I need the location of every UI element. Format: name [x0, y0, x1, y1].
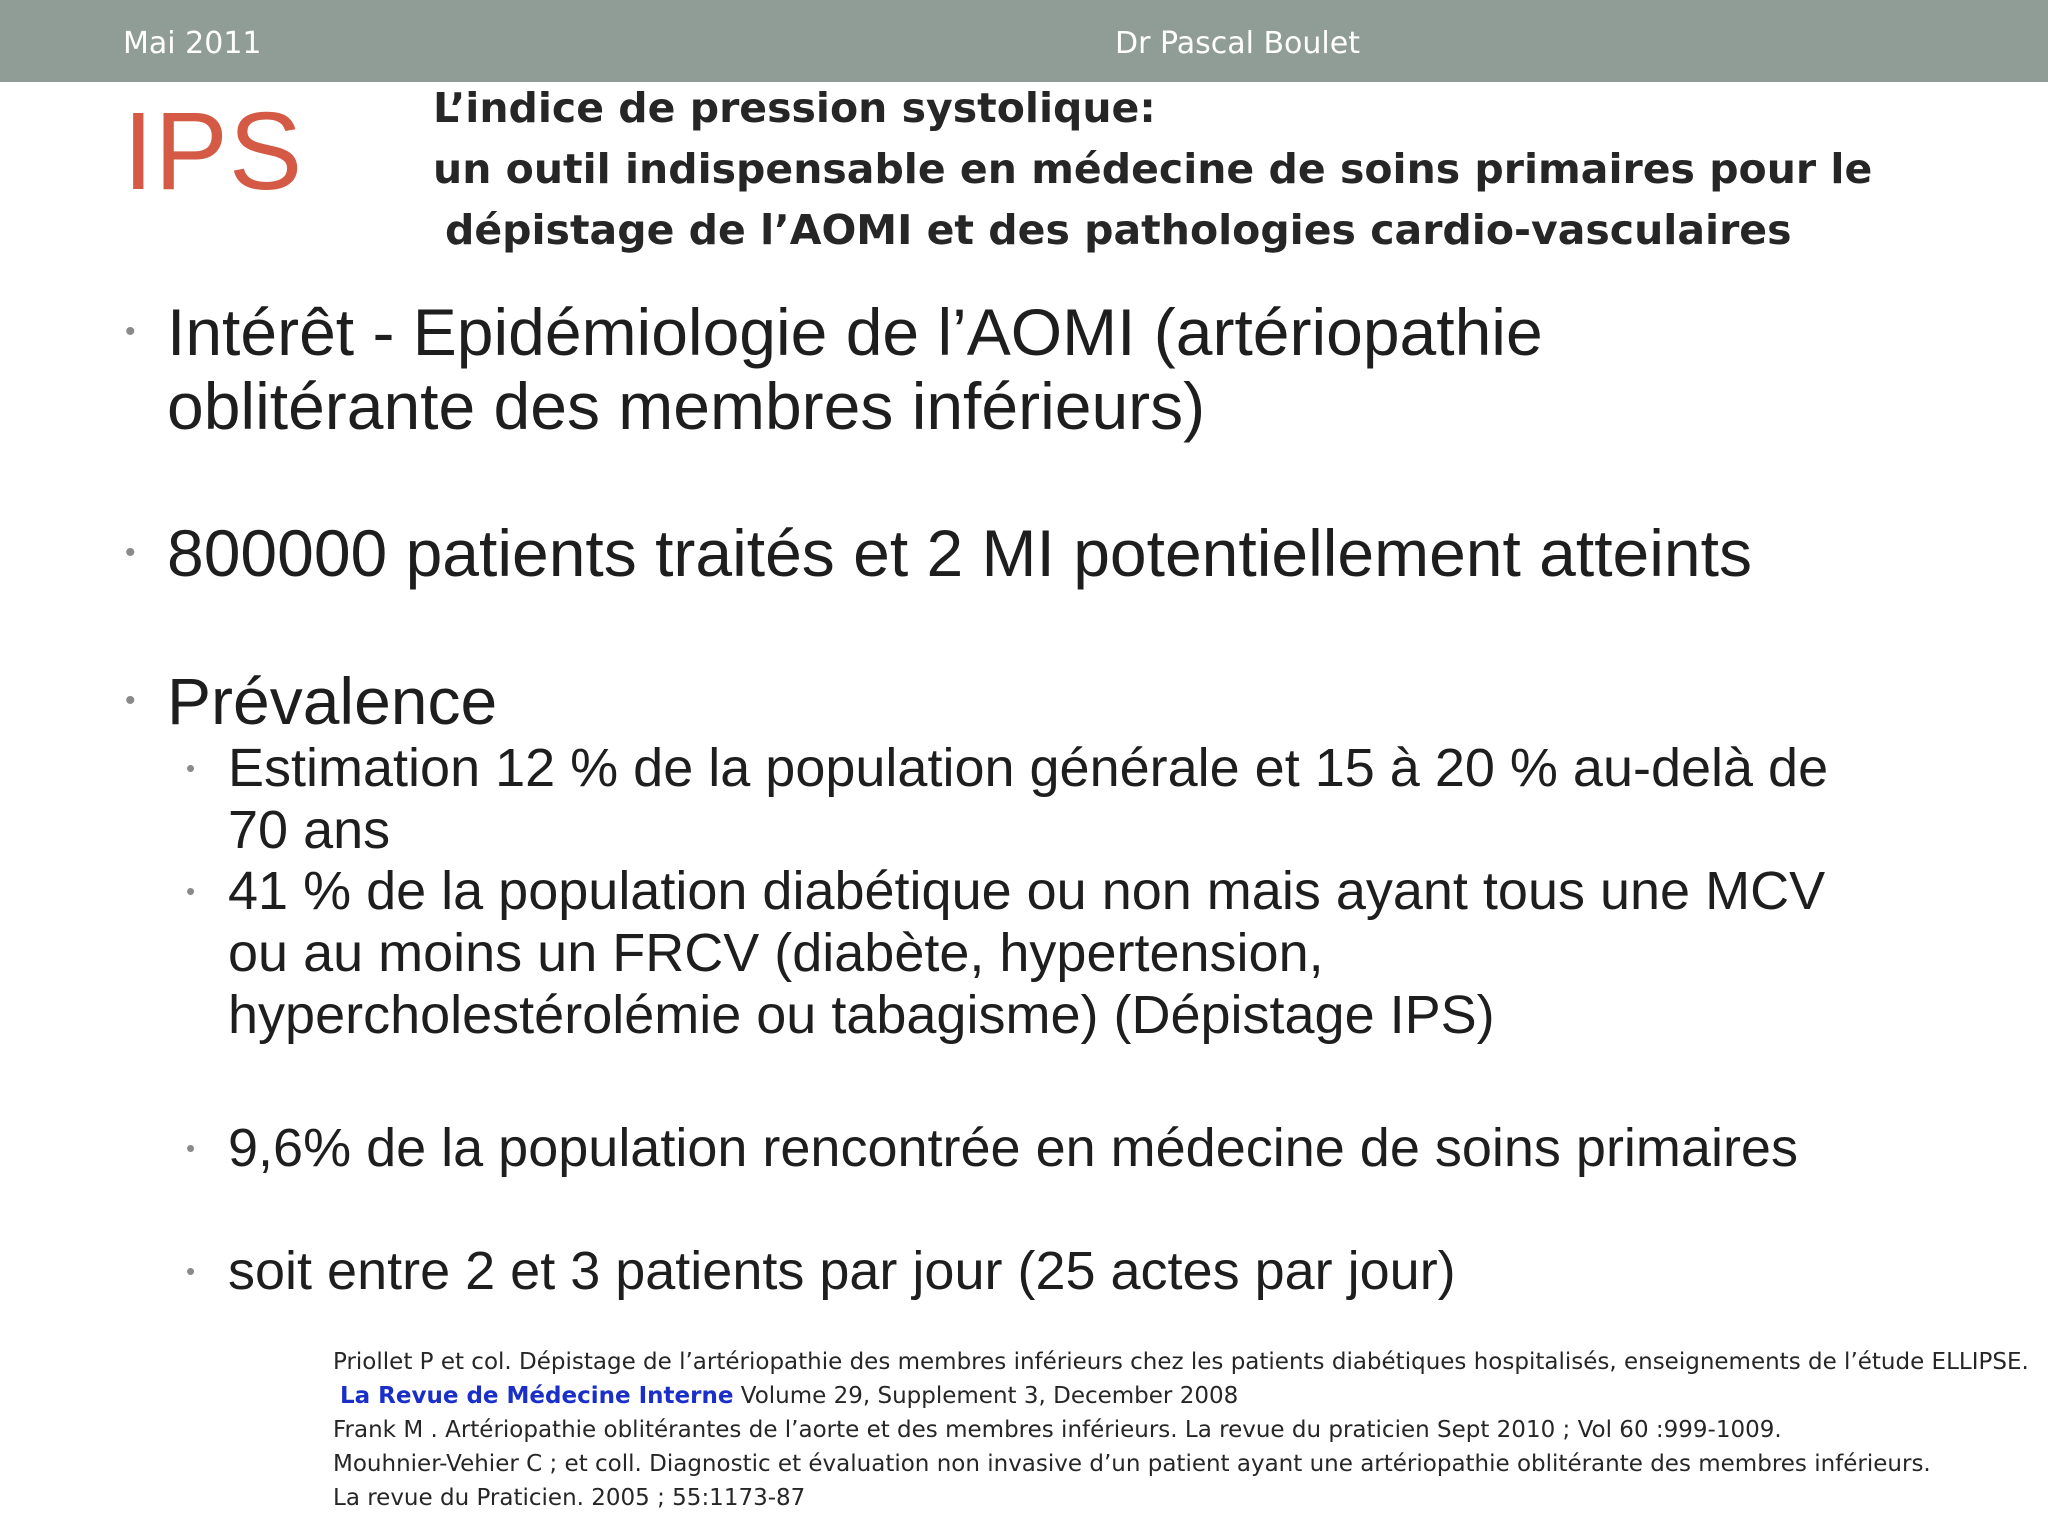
- subtitle-line-1: L’indice de pression systolique:: [433, 84, 1156, 132]
- bullet-dot-icon: •: [125, 536, 136, 569]
- bullet-line: Intérêt - Epidémiologie de l’AOMI (artériopathie: [167, 295, 1543, 369]
- sub-bullet-dot-icon: •: [186, 1133, 196, 1163]
- bullet-text: [167, 295, 1967, 443]
- sub-bullet-line: ou au moins un FRCV (diabète, hypertension,: [228, 923, 1324, 983]
- bullet-patients: [125, 516, 1967, 590]
- subtitle-line-3: dépistage de l’AOMI et des pathologies cardio-vasculaires: [445, 206, 1792, 254]
- sub-bullet-text: [228, 1240, 1988, 1302]
- slide-title: IPS: [123, 90, 304, 213]
- reference-3-line-2: La revue du Praticien. 2005 ; 55:1173-87: [333, 1485, 806, 1511]
- sub-bullet-text: [228, 860, 1988, 1046]
- sub-bullet-per-day: [186, 1240, 1988, 1302]
- reference-1-line-2: [333, 1379, 2033, 1413]
- bullet-dot-icon: •: [125, 684, 136, 717]
- header-date: Mai 2011: [123, 26, 262, 61]
- bullet-text: [167, 516, 1967, 590]
- bullet-text: [167, 664, 1967, 738]
- sub-bullet-dot-icon: •: [186, 1256, 196, 1286]
- slide-subtitle: [433, 78, 1873, 261]
- sub-bullet-line: 9,6% de la population rencontrée en médecine de soins primaires: [228, 1118, 1798, 1178]
- reference-1-details: Volume 29, Supplement 3, December 2008: [733, 1383, 1239, 1409]
- references: [333, 1345, 2033, 1515]
- sub-bullet-diabetic: [186, 860, 1988, 1046]
- journal-link[interactable]: La Revue de Médecine Interne: [340, 1383, 734, 1409]
- sub-bullet-line: Estimation 12 % de la population générale et 15 à 20 % au-delà de: [228, 738, 1829, 798]
- bullet-line: Prévalence: [167, 664, 498, 738]
- subtitle-line-2: un outil indispensable en médecine de soins primaires pour le: [433, 145, 1873, 193]
- sub-bullet-dot-icon: •: [186, 876, 196, 906]
- sub-bullet-dot-icon: •: [186, 753, 196, 783]
- bullet-interet: [125, 295, 1967, 443]
- sub-bullet-text: [228, 1117, 1988, 1179]
- bullet-line: oblitérante des membres inférieurs): [167, 369, 1206, 443]
- bullet-line: 800000 patients traités et 2 MI potentiellement atteints: [167, 516, 1752, 590]
- sub-bullet-primary-care: [186, 1117, 1988, 1179]
- sub-bullet-line: 41 % de la population diabétique ou non mais ayant tous une MCV: [228, 861, 1826, 921]
- sub-bullet-estimation: [186, 737, 1988, 861]
- bullet-prevalence: [125, 664, 1967, 738]
- sub-bullet-text: [228, 737, 1988, 861]
- sub-bullet-line: 70 ans: [228, 800, 391, 860]
- header-bar: [0, 0, 2048, 82]
- reference-2: Frank M . Artériopathie oblitérantes de l’aorte et des membres inférieurs. La revue du praticien Sept 2010 ; Vol 60 :999-1009.: [333, 1417, 1782, 1443]
- sub-bullet-line: soit entre 2 et 3 patients par jour (25 actes par jour): [228, 1241, 1456, 1301]
- header-author: Dr Pascal Boulet: [1115, 26, 1360, 61]
- reference-1-line-1: Priollet P et col. Dépistage de l’artériopathie des membres inférieurs chez les patients diabétiques hospitalisés, enseignements de l’étude ELLIPSE.: [333, 1349, 2029, 1375]
- reference-3-line-1: Mouhnier-Vehier C ; et coll. Diagnostic et évaluation non invasive d’un patient ayant une artériopathie oblitérante des membres inférieurs.: [333, 1451, 1931, 1477]
- sub-bullet-line: hypercholestérolémie ou tabagisme) (Dépistage IPS): [228, 985, 1495, 1045]
- bullet-dot-icon: •: [125, 315, 136, 348]
